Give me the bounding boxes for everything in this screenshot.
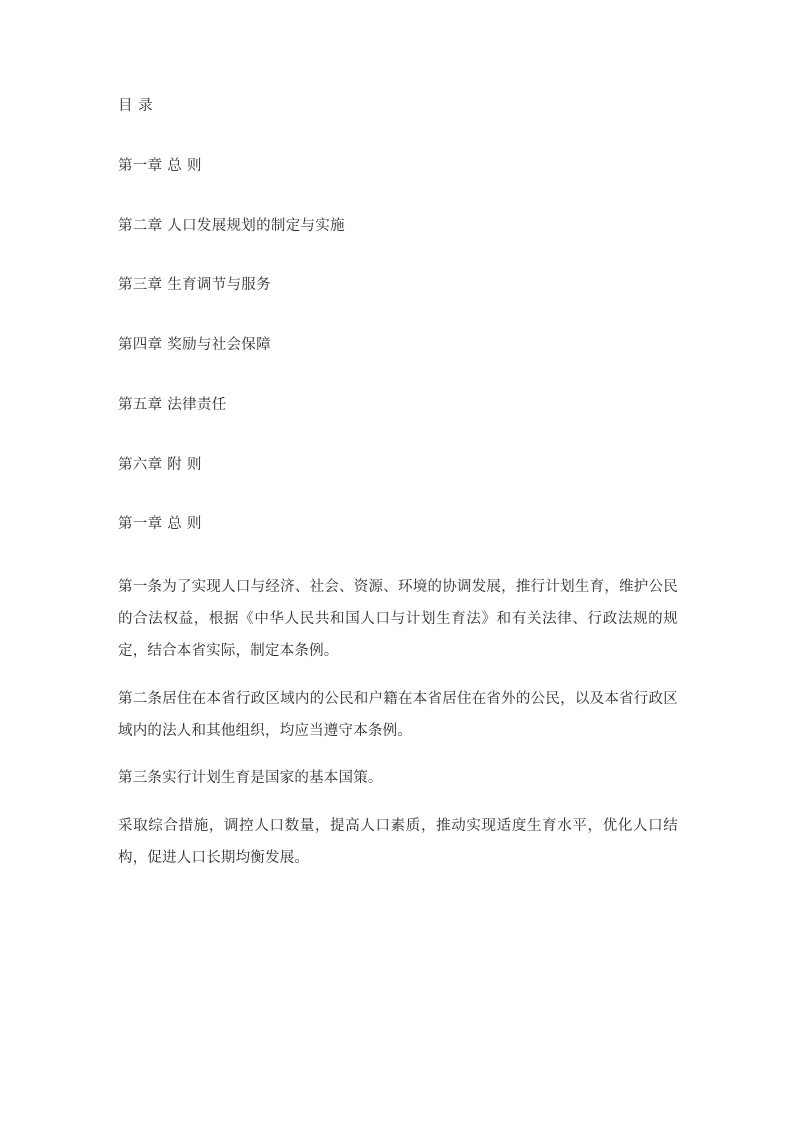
toc-item-chapter-3: 第三章 生育调节与服务 (118, 277, 271, 294)
toc-item-chapter-1: 第一章 总 则 (118, 157, 202, 174)
toc-title: 目 录 (118, 98, 154, 114)
toc-item-chapter-5: 第五章 法律责任 (118, 396, 227, 413)
article-paragraph-2: 第二条居住在本省行政区域内的公民和户籍在本省居住在省外的公民，以及本省行政区域内的法人和其他组织，均应当遵守本条例。 (118, 690, 678, 739)
article-paragraph-3: 第三条实行计划生育是国家的基本国策。 (118, 770, 383, 787)
article-paragraph-1: 第一条为了实现人口与经济、社会、资源、环境的协调发展，推行计划生育，维护公民的合法权益，根据《中华人民共和国人口与计划生育法》和有关法律、行政法规的规定，结合本省实际，制定本条例。 (118, 579, 678, 659)
chapter-heading: 第一章 总 则 (118, 516, 202, 533)
toc-item-chapter-6: 第六章 附 则 (118, 456, 202, 473)
document-content (118, 96, 678, 891)
toc-item-chapter-4: 第四章 奖励与社会保障 (118, 337, 271, 353)
article-paragraph-4: 采取综合措施，调控人口数量，提高人口素质，推动实现适度生育水平，优化人口结构，促进人口长期均衡发展。 (118, 818, 678, 867)
toc-item-chapter-2: 第二章 人口发展规划的制定与实施 (118, 217, 345, 234)
